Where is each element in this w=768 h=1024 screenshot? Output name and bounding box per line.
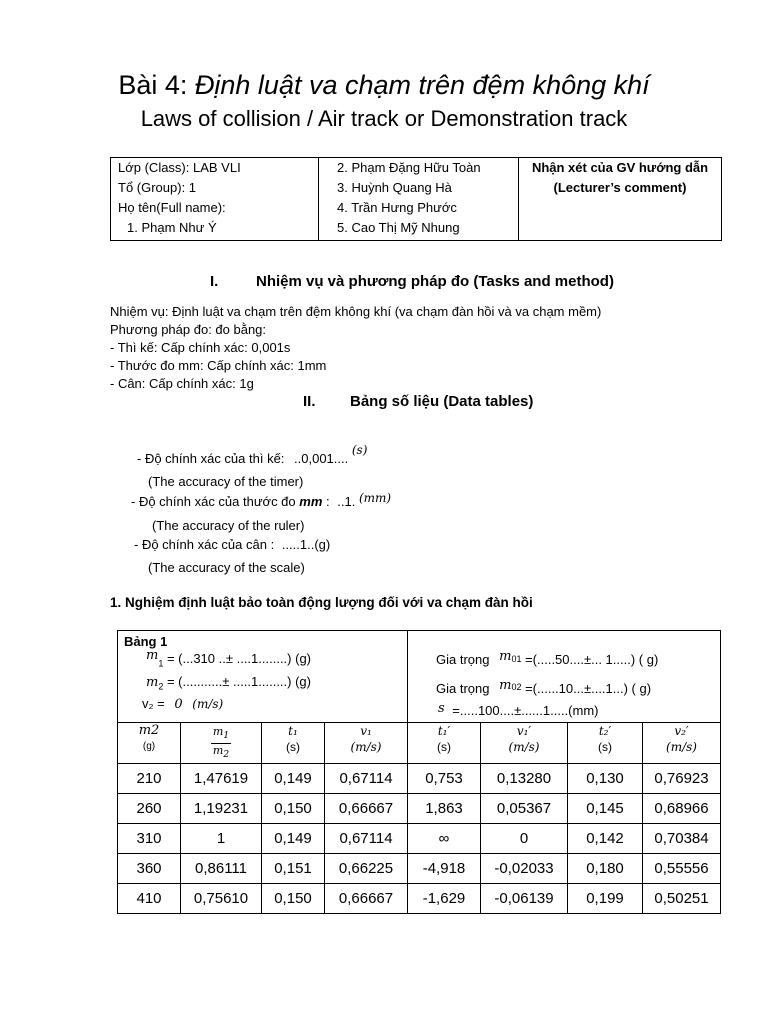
class-label: Lớp (Class): LAB VLI <box>118 160 241 175</box>
table-row <box>118 764 721 794</box>
cell-t1: 0,149 <box>262 824 325 854</box>
s-symbol: s <box>438 701 445 717</box>
ruler-accuracy-colon: : <box>322 494 330 509</box>
page-subtitle: Laws of collision / Air track or Demonstration track <box>140 106 628 131</box>
cell-mass-ratio: 0,86111 <box>181 854 262 884</box>
cell-t1-prime: 0,753 <box>408 764 481 794</box>
m2-value: = (...........± .....1........) (g) <box>163 673 311 689</box>
ruler-accuracy-mm: mm <box>299 494 323 509</box>
col-v2p-header <box>643 723 721 764</box>
col-m2-unit: (g) <box>142 741 156 753</box>
col-t1-name: t₁ <box>288 724 298 739</box>
timer-accuracy <box>137 443 368 466</box>
cell-v1: 0,67114 <box>325 764 408 794</box>
scale-accuracy-label: - Độ chính xác của cân : <box>134 537 275 552</box>
class-info-cell <box>111 158 319 241</box>
lecturer-comment-cell <box>519 158 722 241</box>
table-row <box>118 794 721 824</box>
gia-trong-2: Gia trọng <box>436 680 490 696</box>
cell-t1: 0,151 <box>262 854 325 884</box>
mass-ratio-denominator: $m_2$ <box>212 744 230 761</box>
cell-t1: 0,149 <box>262 764 325 794</box>
gia-trong-1: Gia trọng <box>436 652 490 667</box>
section-1-number: I. <box>210 273 219 290</box>
member-1: 1. Phạm Như Ý <box>127 220 217 235</box>
timer-accuracy-value: ..0,001.... <box>294 451 349 466</box>
v2-value: 0 <box>174 697 183 713</box>
section-1-heading <box>210 273 614 290</box>
col-t2p-header <box>568 723 643 764</box>
cell-t1-prime: 1,863 <box>408 794 481 824</box>
scale-accuracy <box>134 537 330 552</box>
cell-m2: 260 <box>118 794 181 824</box>
table-1-caption: Bảng 1 <box>124 634 168 649</box>
member-3: 3. Huỳnh Quang Hà <box>337 180 452 195</box>
v2-label: v₂ = <box>142 696 165 712</box>
col-mass-ratio-header <box>181 723 262 764</box>
group-info-table <box>110 157 722 241</box>
m02-value: =(......10...±....1...) ( g) <box>525 680 652 696</box>
timer-accuracy-unit: (s) <box>351 443 368 457</box>
cell-m2: 360 <box>118 854 181 884</box>
cell-t1: 0,150 <box>262 884 325 914</box>
page-title <box>0 70 768 101</box>
cell-v1-prime: -0,06139 <box>481 884 568 914</box>
cell-mass-ratio: 1 <box>181 824 262 854</box>
title-prefix: Bài 4: <box>118 70 188 100</box>
col-t1-header <box>262 723 325 764</box>
col-v1-header <box>325 723 408 764</box>
m1-line <box>124 650 401 673</box>
col-v1p-name: v₁′ <box>516 724 532 739</box>
m1-symbol: m <box>146 648 159 663</box>
cell-t2-prime: 0,180 <box>568 854 643 884</box>
col-t2p-name: t₂′ <box>598 724 612 739</box>
comment-title-en: (Lecturer’s comment) <box>553 180 687 195</box>
table-row <box>118 854 721 884</box>
mass-ratio-numerator: $m_1$ <box>211 725 231 744</box>
tasks-method-text <box>110 303 601 393</box>
cell-v1-prime: 0 <box>481 824 568 854</box>
member-5: 5. Cao Thị Mỹ Nhung <box>337 220 460 235</box>
cell-t1-prime: ∞ <box>408 824 481 854</box>
cell-t1-prime: -4,918 <box>408 854 481 884</box>
m02-line <box>436 677 714 703</box>
s-line <box>436 702 714 720</box>
v2-unit: (m/s) <box>192 697 224 712</box>
ruler-accuracy-label: - Độ chính xác của thước đo <box>131 494 296 509</box>
s-value: =.....100....±......1.....(mm) <box>452 703 599 719</box>
table-1-params-left <box>118 631 408 723</box>
scale-accuracy-en: (The accuracy of the scale) <box>148 560 305 575</box>
m1-subscript: 1 <box>158 658 164 669</box>
m1-value: = (...310 ..± ....1........) (g) <box>163 651 311 666</box>
timer-accuracy-label: - Độ chính xác của thì kế: <box>137 451 285 466</box>
fullname-label: Họ tên(Full name): <box>118 200 226 215</box>
cell-v1: 0,66667 <box>325 794 408 824</box>
m2-symbol: m <box>146 674 159 690</box>
col-t1p-name: t₁′ <box>437 724 451 739</box>
col-v1p-header <box>481 723 568 764</box>
cell-v1-prime: -0,02033 <box>481 854 568 884</box>
col-v2p-name: v₂′ <box>674 724 689 739</box>
timer-accuracy-en: (The accuracy of the timer) <box>148 474 304 489</box>
cell-mass-ratio: 1,19231 <box>181 794 262 824</box>
cell-m2: 410 <box>118 884 181 914</box>
section-2-number: II. <box>303 393 316 410</box>
cell-t2-prime: 0,142 <box>568 824 643 854</box>
m01-value: =(.....50....±... 1.....) ( g) <box>525 652 659 667</box>
cell-v1: 0,66225 <box>325 854 408 884</box>
ruler-line: - Thước đo mm: Cấp chính xác: 1mm <box>110 358 327 373</box>
scale-line: - Cân: Cấp chính xác: 1g <box>110 376 254 391</box>
members-cell <box>319 158 519 241</box>
col-v1-name: v₁ <box>360 724 372 739</box>
cell-v2-prime: 0,76923 <box>643 764 721 794</box>
m01-subscript: 01 <box>511 653 522 664</box>
cell-v2-prime: 0,50251 <box>643 884 721 914</box>
cell-m2: 210 <box>118 764 181 794</box>
method-line: Phương pháp đo: đo bằng: <box>110 322 267 337</box>
timer-line: - Thì kế: Cấp chính xác: 0,001s <box>110 340 291 355</box>
cell-v1-prime: 0,05367 <box>481 794 568 824</box>
section-1-title: Nhiệm vụ và phương pháp đo (Tasks and method) <box>256 273 614 290</box>
col-m2-name: m2 <box>138 723 160 739</box>
ruler-accuracy-unit: (mm) <box>358 491 392 505</box>
title-main: Định luật va chạm trên đệm không khí <box>194 70 650 100</box>
task-line: Nhiệm vụ: Định luật va chạm trên đệm không khí (va chạm đàn hồi và va chạm mềm) <box>110 304 602 319</box>
table-row <box>118 884 721 914</box>
table-row <box>118 824 721 854</box>
cell-v2-prime: 0,55556 <box>643 854 721 884</box>
mass-ratio-fraction <box>211 725 231 762</box>
table-1-params-right <box>408 631 721 723</box>
col-v1p-unit: (m/s) <box>508 740 540 755</box>
col-v2p-unit: (m/s) <box>666 740 697 755</box>
data-table-1 <box>117 630 721 914</box>
ruler-accuracy-en: (The accuracy of the ruler) <box>152 518 305 533</box>
m2-line <box>124 673 401 696</box>
col-t1p-unit: (s) <box>437 740 451 755</box>
member-4: 4. Trần Hưng Phước <box>337 200 457 215</box>
section-2-title: Bảng số liệu (Data tables) <box>350 393 534 410</box>
ruler-accuracy-value: ..1. <box>337 494 356 509</box>
cell-mass-ratio: 0,75610 <box>181 884 262 914</box>
m01-line <box>436 651 714 674</box>
section-2-heading <box>303 393 533 410</box>
member-2: 2. Phạm Đặng Hữu Toàn <box>337 160 481 175</box>
m2-subscript: 2 <box>158 681 164 692</box>
cell-v1: 0,66667 <box>325 884 408 914</box>
cell-v2-prime: 0,70384 <box>643 824 721 854</box>
cell-t2-prime: 0,199 <box>568 884 643 914</box>
ruler-accuracy <box>131 491 392 509</box>
cell-mass-ratio: 1,47619 <box>181 764 262 794</box>
cell-t1-prime: -1,629 <box>408 884 481 914</box>
cell-v2-prime: 0,68966 <box>643 794 721 824</box>
m02-subscript: 02 <box>511 682 522 693</box>
group-label: Tổ (Group): 1 <box>118 180 197 195</box>
cell-t2-prime: 0,130 <box>568 764 643 794</box>
scale-accuracy-value: .....1..(g) <box>281 537 331 552</box>
col-m2-header <box>118 723 181 764</box>
cell-m2: 310 <box>118 824 181 854</box>
m01-symbol: m <box>499 649 512 664</box>
cell-v1: 0,67114 <box>325 824 408 854</box>
comment-title-vi: Nhận xét của GV hướng dẫn <box>531 160 709 175</box>
col-t2p-unit: (s) <box>598 740 612 755</box>
v2-line <box>124 695 401 713</box>
cell-v1-prime: 0,13280 <box>481 764 568 794</box>
cell-t1: 0,150 <box>262 794 325 824</box>
m02-symbol: m <box>499 677 512 693</box>
column-header-row <box>118 723 721 764</box>
cell-t2-prime: 0,145 <box>568 794 643 824</box>
col-t1-unit: (s) <box>286 740 300 755</box>
col-v1-unit: (m/s) <box>350 740 382 755</box>
col-t1p-header <box>408 723 481 764</box>
experiment-1-heading: 1. Nghiệm định luật bảo toàn động lượng đối với va chạm đàn hồi <box>110 595 533 610</box>
